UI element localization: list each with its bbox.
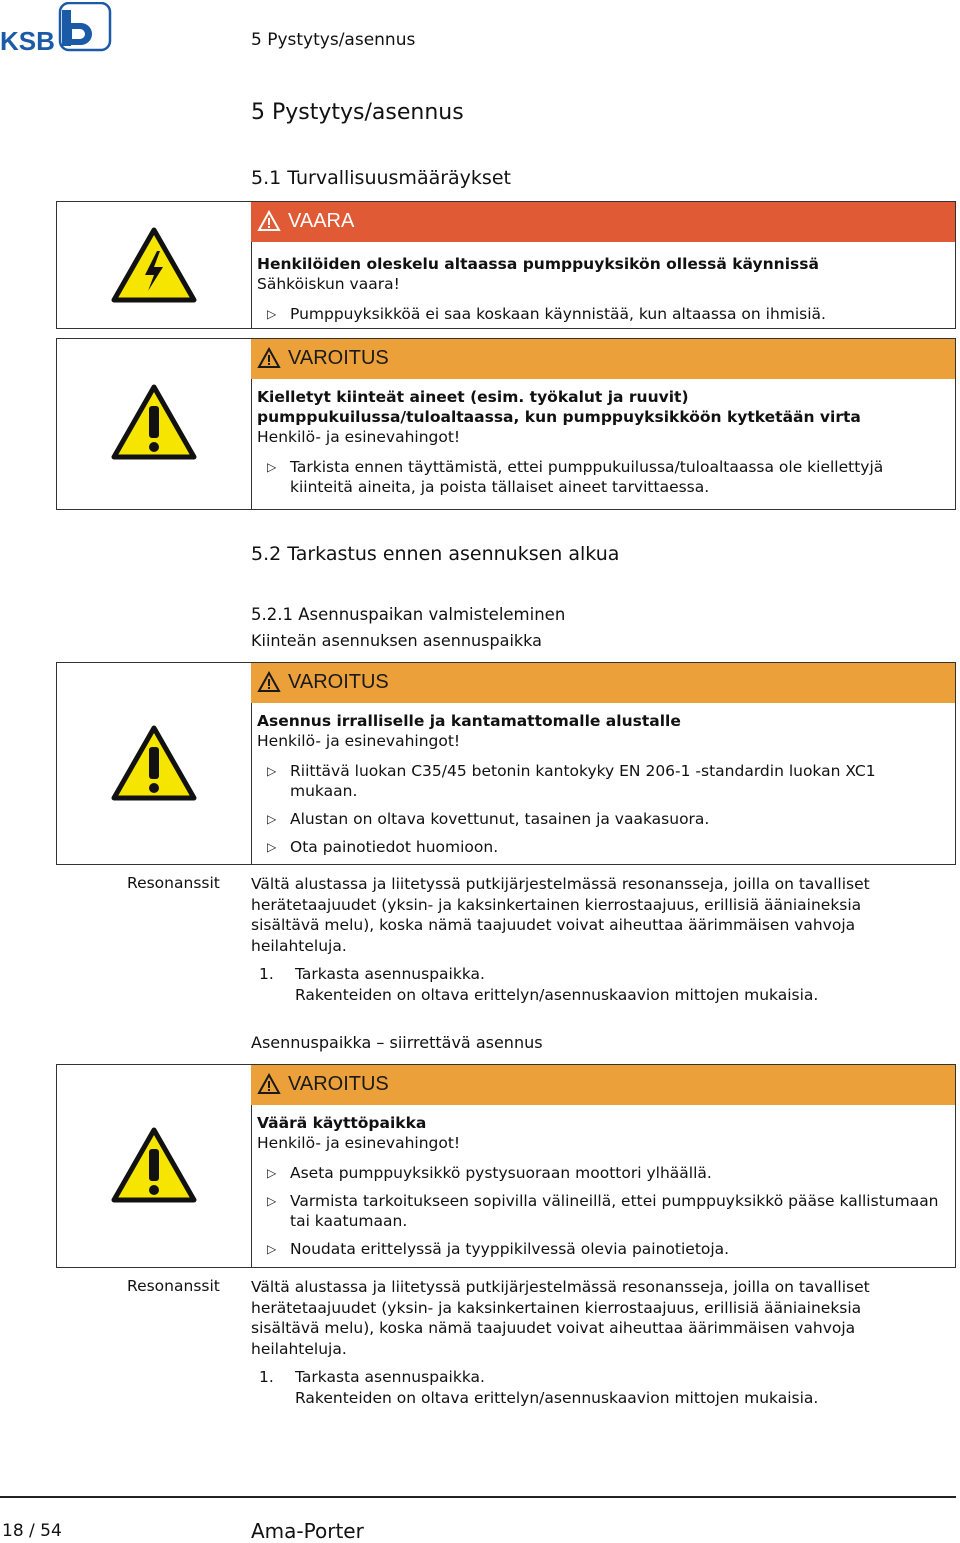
warning-notice-solids: [56, 338, 956, 510]
warning-triangle-icon: [257, 347, 281, 369]
signal-word: VAROITUS: [288, 347, 389, 369]
triangle-right-icon: ▷: [267, 1242, 277, 1256]
step-number: 1.: [259, 965, 274, 983]
ksb-logo: [0, 2, 112, 52]
signal-word: VAROITUS: [288, 1073, 389, 1095]
danger-signal-bar: [251, 202, 955, 242]
side-label-resonance: Resonanssit: [127, 874, 220, 892]
triangle-right-icon: ▷: [267, 764, 277, 778]
hazard-title: Asennus irralliselle ja kantamattomalle alustalle: [257, 712, 681, 730]
hazard-title: Väärä käyttöpaikka: [257, 1114, 427, 1132]
action-item: ▷ Noudata erittelyssä ja tyyppikilvessä olevia painotietoja.: [267, 1240, 730, 1258]
warning-symbol-cell: [57, 339, 252, 509]
triangle-right-icon: ▷: [267, 1166, 277, 1180]
document-name: Ama-Porter: [251, 1519, 364, 1543]
section-title-safety: 5.1 Turvallisuusmääräykset: [251, 167, 511, 189]
warning-triangle-icon: [257, 671, 281, 693]
hazard-consequence: Henkilö- ja esinevahingot!: [257, 732, 461, 750]
general-warning-icon: [111, 725, 197, 801]
hazard-consequence: Sähköiskun vaara!: [257, 275, 400, 293]
action-item: ▷ Varmista tarkoitukseen sopivilla välineillä, ettei pumppuyksikkö pääse kallistumaan tai kaatumaan.: [267, 1192, 939, 1230]
action-item: ▷ Tarkista ennen täyttämistä, ettei pumppukuilussa/tuloaltaassa ole kiellettyjä kiinteitä aineita, ja poista tällaiset aineet tarvittaessa.: [267, 458, 884, 496]
running-head: 5 Pystytys/asennus: [251, 30, 416, 50]
action-item: ▷ Pumppuyksikköä ei saa koskaan käynnistää, kun altaassa on ihmisiä.: [267, 305, 826, 323]
hazard-consequence: Henkilö- ja esinevahingot!: [257, 1134, 461, 1152]
warning-notice-location: [56, 1064, 956, 1268]
hazard-title: Kielletyt kiinteät aineet (esim. työkalut ja ruuvit) pumppukuilussa/tuloaltaassa, kun pumppuyksikköön kytketään virta: [257, 388, 861, 426]
step-result: Rakenteiden on oltava erittelyn/asennuskaavion mittojen mukaisia.: [295, 985, 819, 1004]
logo-text: KSB: [0, 26, 55, 52]
signal-word: VAROITUS: [288, 671, 389, 693]
step-text: Tarkasta asennuspaikka.: [295, 1368, 485, 1386]
triangle-right-icon: ▷: [267, 307, 277, 321]
step-result: Rakenteiden on oltava erittelyn/asennuskaavion mittojen mukaisia.: [295, 1388, 819, 1407]
triangle-right-icon: ▷: [267, 460, 277, 474]
resonance-paragraph: Vältä alustassa ja liitetyssä putkijärjestelmässä resonansseja, joilla on tavalliset herätetaajuudet (yksin- ja kaksinkertainen kierrostaajuus, erillisiä ääniaineksia sisältävä melu), koska nämä taajuudet voivat aiheuttaa äärimmäisen vahvoja heilahteluja.: [251, 1278, 870, 1358]
resonance-paragraph: Vältä alustassa ja liitetyssä putkijärjestelmässä resonansseja, joilla on tavalliset herätetaajuudet (yksin- ja kaksinkertainen kierrostaajuus, erillisiä ääniaineksia sisältävä melu), koska nämä taajuudet voivat aiheuttaa äärimmäisen vahvoja heilahteluja.: [251, 875, 870, 955]
step-item: [259, 964, 939, 1005]
step-text: Tarkasta asennuspaikka.: [295, 965, 485, 983]
page-number: 18 / 54: [2, 1521, 62, 1541]
block-heading-fixed: Kiinteän asennuksen asennuspaikka: [251, 631, 542, 650]
warning-signal-bar: [251, 339, 955, 379]
triangle-right-icon: ▷: [267, 812, 277, 826]
triangle-right-icon: ▷: [267, 1194, 277, 1208]
action-item: ▷ Riittävä luokan C35/45 betonin kantokyky EN 206-1 -standardin luokan XC1 mukaan.: [267, 762, 876, 800]
warning-signal-bar: [251, 1065, 955, 1105]
warning-symbol-cell: [57, 663, 252, 864]
side-label-resonance: Resonanssit: [127, 1277, 220, 1295]
action-item: ▷ Aseta pumppuyksikkö pystysuoraan moottori ylhäällä.: [267, 1164, 712, 1182]
danger-symbol-cell: [57, 202, 252, 328]
general-warning-icon: [111, 384, 197, 460]
electrical-hazard-icon: [111, 227, 197, 303]
block-heading-portable: Asennuspaikka – siirrettävä asennus: [251, 1033, 543, 1052]
hazard-title: Henkilöiden oleskelu altaassa pumppuyksikön ollessä käynnissä: [257, 255, 819, 273]
action-item: ▷ Ota painotiedot huomioon.: [267, 838, 499, 856]
action-item: ▷ Alustan on oltava kovettunut, tasainen ja vaakasuora.: [267, 810, 710, 828]
warning-signal-bar: [251, 663, 955, 703]
warning-triangle-icon: [257, 210, 281, 232]
general-warning-icon: [111, 1127, 197, 1203]
footer-rule: [0, 1496, 956, 1498]
step-number: 1.: [259, 1368, 274, 1386]
warning-notice-foundation: [56, 662, 956, 865]
signal-word: VAARA: [288, 210, 355, 232]
chapter-title: 5 Pystytys/asennus: [251, 100, 464, 125]
hazard-consequence: Henkilö- ja esinevahingot!: [257, 428, 461, 446]
danger-notice: [56, 201, 956, 329]
warning-symbol-cell: [57, 1065, 252, 1267]
section-title-inspection: 5.2 Tarkastus ennen asennuksen alkua: [251, 543, 620, 565]
warning-triangle-icon: [257, 1073, 281, 1095]
step-item: [259, 1367, 939, 1408]
subsection-title: 5.2.1 Asennuspaikan valmisteleminen: [251, 605, 566, 624]
triangle-right-icon: ▷: [267, 840, 277, 854]
